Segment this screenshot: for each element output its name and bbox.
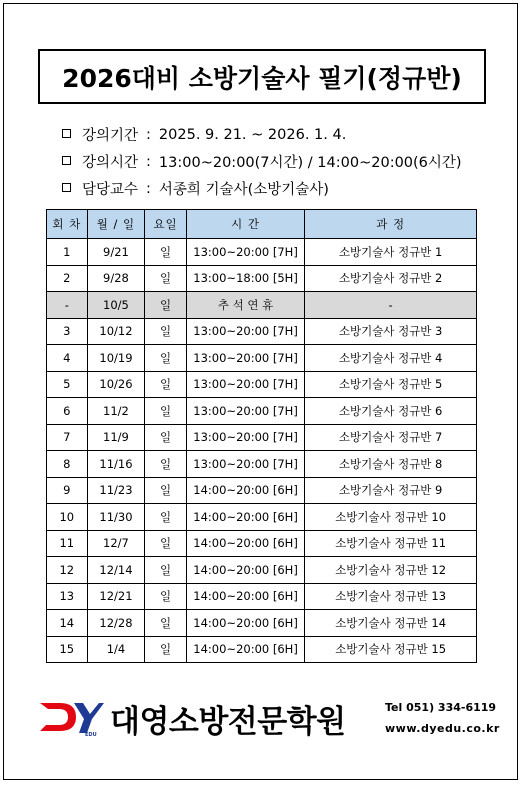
contact-website: www.dyedu.co.kr (385, 722, 500, 735)
cell-date: 11/30 (87, 504, 145, 531)
cell-date: 12/28 (87, 610, 145, 637)
table-row (47, 583, 477, 610)
cell-time: 14:00~20:00 [6H] (186, 530, 304, 557)
cell-date: 9/21 (87, 239, 145, 266)
cell-session: 13 (47, 583, 88, 610)
table-row (47, 610, 477, 637)
table-body (47, 239, 477, 663)
info-period (62, 124, 346, 145)
table-row (47, 636, 477, 663)
table-row (47, 477, 477, 504)
cell-session: 14 (47, 610, 88, 637)
academy-name: 대영소방전문학원 (110, 704, 346, 740)
cell-course: 소방기술사 정규반 3 (305, 318, 477, 345)
cell-course: 소방기술사 정규반 8 (305, 451, 477, 478)
cell-course: 소방기술사 정규반 15 (305, 636, 477, 663)
header-day: 요일 (145, 210, 187, 239)
cell-time: 14:00~20:00 [6H] (186, 504, 304, 531)
cell-session: 1 (47, 239, 88, 266)
cell-day: 일 (145, 504, 187, 531)
cell-session: 3 (47, 318, 88, 345)
cell-date: 11/9 (87, 424, 145, 451)
cell-day: 일 (145, 557, 187, 584)
cell-time: 13:00~20:00 [7H] (186, 424, 304, 451)
cell-time: 추 석 연 휴 (186, 292, 304, 319)
cell-session: 4 (47, 345, 88, 372)
cell-time: 13:00~18:00 [5H] (186, 265, 304, 292)
info-professor (62, 178, 329, 199)
cell-session: 12 (47, 557, 88, 584)
info-time (62, 151, 462, 172)
cell-session: 2 (47, 265, 88, 292)
cell-day: 일 (145, 371, 187, 398)
checkbox-bullet-icon (62, 156, 73, 167)
table-row (47, 451, 477, 478)
svg-text:EDU: EDU (85, 732, 97, 737)
cell-course: 소방기술사 정규반 12 (305, 557, 477, 584)
cell-time: 13:00~20:00 [7H] (186, 239, 304, 266)
checkbox-bullet-icon (62, 129, 73, 140)
cell-day: 일 (145, 636, 187, 663)
cell-course: 소방기술사 정규반 11 (305, 530, 477, 557)
table-row (47, 424, 477, 451)
header-date: 월 / 일 (87, 210, 145, 239)
cell-time: 13:00~20:00 [7H] (186, 371, 304, 398)
cell-day: 일 (145, 398, 187, 425)
header-time: 시 간 (186, 210, 304, 239)
info-label: 강의시간 (82, 155, 139, 171)
cell-date: 10/5 (87, 292, 145, 319)
cell-time: 14:00~20:00 [6H] (186, 636, 304, 663)
cell-session: 8 (47, 451, 88, 478)
cell-course: 소방기술사 정규반 1 (305, 239, 477, 266)
cell-course: 소방기술사 정규반 5 (305, 371, 477, 398)
cell-date: 10/19 (87, 345, 145, 372)
info-separator: : (146, 126, 151, 143)
cell-session: 6 (47, 398, 88, 425)
table-row (47, 239, 477, 266)
cell-day: 일 (145, 345, 187, 372)
table-row (47, 504, 477, 531)
cell-session: 9 (47, 477, 88, 504)
table-row (47, 292, 477, 319)
cell-time: 14:00~20:00 [6H] (186, 557, 304, 584)
cell-date: 10/26 (87, 371, 145, 398)
cell-course: 소방기술사 정규반 14 (305, 610, 477, 637)
cell-date: 12/14 (87, 557, 145, 584)
cell-course: 소방기술사 정규반 2 (305, 265, 477, 292)
table-row (47, 557, 477, 584)
cell-course: 소방기술사 정규반 9 (305, 477, 477, 504)
cell-course: 소방기술사 정규반 6 (305, 398, 477, 425)
cell-session: 5 (47, 371, 88, 398)
cell-time: 14:00~20:00 [6H] (186, 610, 304, 637)
info-value: 2025. 9. 21. ~ 2026. 1. 4. (158, 126, 347, 143)
cell-course: 소방기술사 정규반 13 (305, 583, 477, 610)
cell-date: 11/16 (87, 451, 145, 478)
cell-day: 일 (145, 530, 187, 557)
header-course: 과 정 (305, 210, 477, 239)
cell-day: 일 (145, 318, 187, 345)
cell-day: 일 (145, 424, 187, 451)
info-value: 13:00~20:00(7시간) / 14:00~20:00(6시간) (158, 155, 462, 171)
cell-date: 12/7 (87, 530, 145, 557)
cell-session: 10 (47, 504, 88, 531)
cell-time: 13:00~20:00 [7H] (186, 451, 304, 478)
contact-tel: Tel 051) 334-6119 (385, 701, 497, 714)
table-row (47, 265, 477, 292)
cell-day: 일 (145, 610, 187, 637)
info-separator: : (146, 153, 151, 170)
info-value: 서종희 기술사(소방기술사) (158, 182, 329, 198)
header-session: 회 차 (47, 210, 88, 239)
cell-date: 11/2 (87, 398, 145, 425)
cell-day: 일 (145, 477, 187, 504)
cell-day: 일 (145, 239, 187, 266)
info-separator: : (146, 180, 151, 197)
cell-time: 14:00~20:00 [6H] (186, 477, 304, 504)
cell-session: 15 (47, 636, 88, 663)
cell-course: 소방기술사 정규반 7 (305, 424, 477, 451)
cell-day: 일 (145, 583, 187, 610)
page-title: 2026대비 소방기술사 필기(정규반) (38, 49, 486, 104)
cell-time: 14:00~20:00 [6H] (186, 583, 304, 610)
dy-logo-icon (38, 697, 104, 737)
table-row (47, 345, 477, 372)
cell-course: 소방기술사 정규반 10 (305, 504, 477, 531)
cell-session: - (47, 292, 88, 319)
cell-course: 소방기술사 정규반 4 (305, 345, 477, 372)
table-row (47, 530, 477, 557)
cell-time: 13:00~20:00 [7H] (186, 345, 304, 372)
cell-session: 11 (47, 530, 88, 557)
table-header-row (47, 210, 477, 239)
checkbox-bullet-icon (62, 183, 73, 194)
table-row (47, 398, 477, 425)
cell-day: 일 (145, 451, 187, 478)
cell-date: 9/28 (87, 265, 145, 292)
info-label: 강의기간 (82, 128, 139, 144)
cell-course: - (305, 292, 477, 319)
table-row (47, 318, 477, 345)
cell-time: 13:00~20:00 [7H] (186, 398, 304, 425)
info-label: 담당교수 (82, 182, 139, 198)
cell-date: 11/23 (87, 477, 145, 504)
cell-time: 13:00~20:00 [7H] (186, 318, 304, 345)
cell-date: 1/4 (87, 636, 145, 663)
cell-date: 10/12 (87, 318, 145, 345)
cell-date: 12/21 (87, 583, 145, 610)
table-row (47, 371, 477, 398)
cell-session: 7 (47, 424, 88, 451)
cell-day: 일 (145, 292, 187, 319)
schedule-table (46, 209, 477, 663)
cell-day: 일 (145, 265, 187, 292)
